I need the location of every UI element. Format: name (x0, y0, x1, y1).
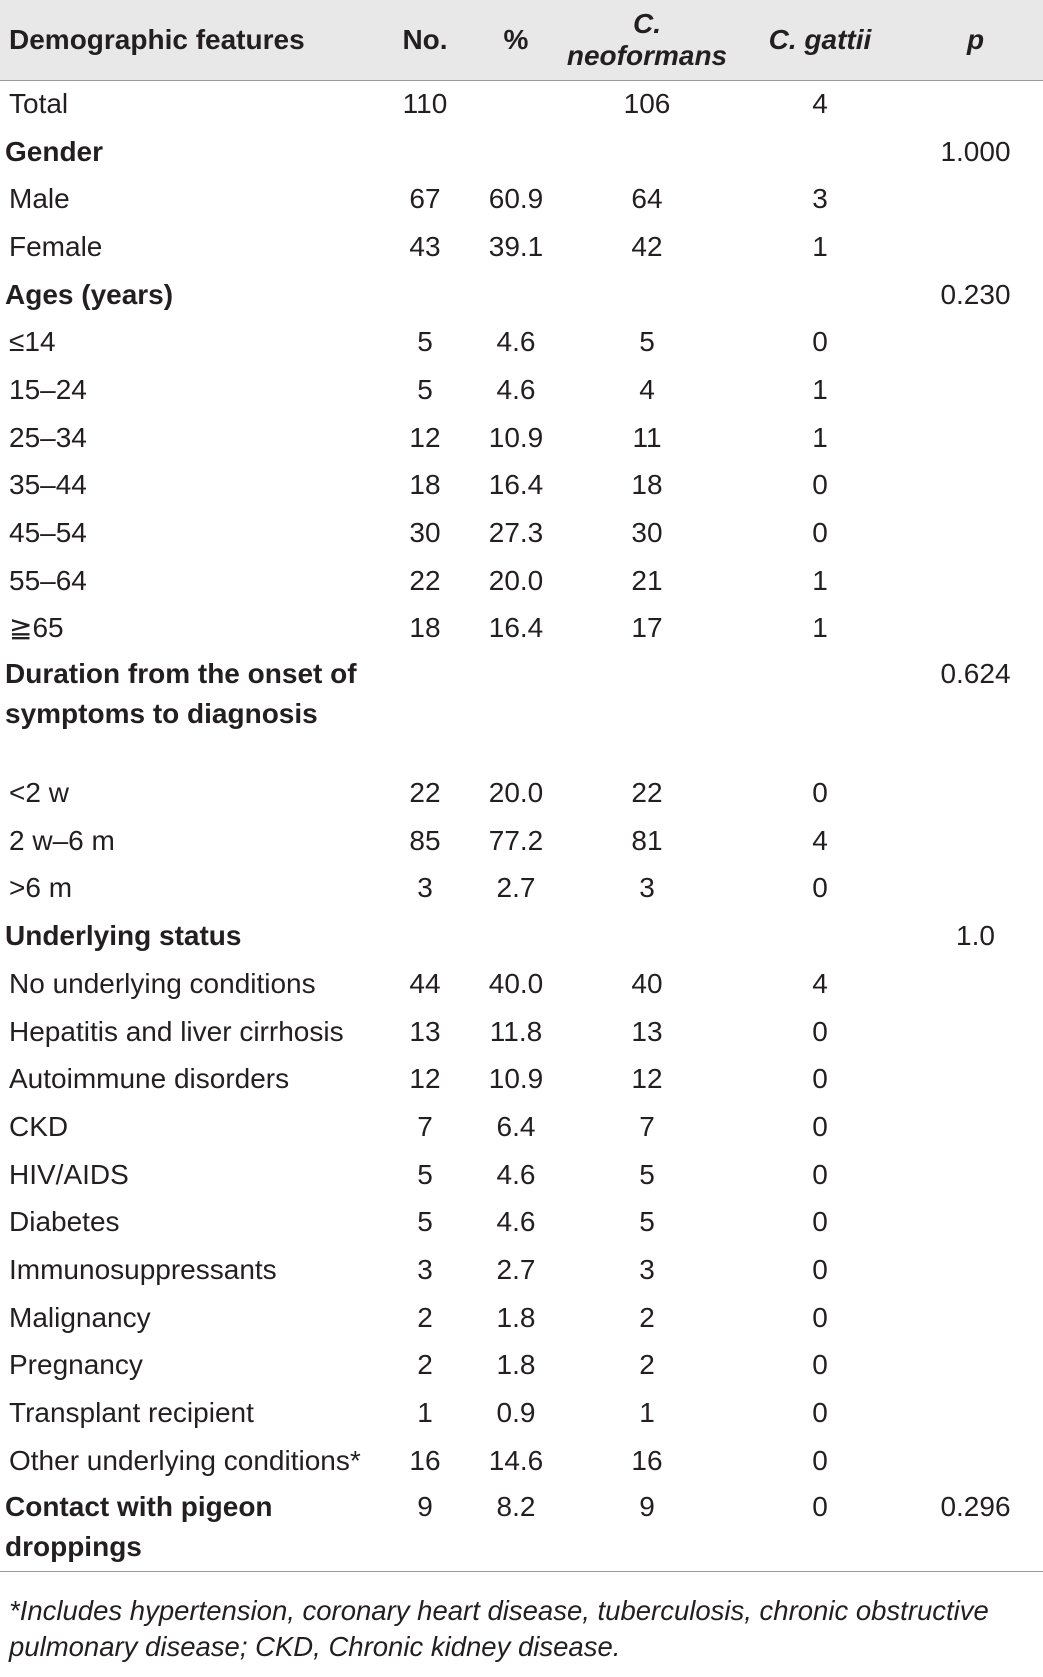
c-gattii-cell: 0 (812, 1444, 828, 1476)
label-cell: Hepatitis and liver cirrhosis (9, 1015, 344, 1047)
label-cell: CKD (9, 1110, 69, 1142)
p-value-cell: 0.624 (940, 658, 1011, 690)
percent-cell: 16.4 (488, 612, 544, 644)
number-cell: 3 (417, 1253, 433, 1285)
p-value-cell (908, 223, 1043, 271)
percent-cell: 20.0 (488, 777, 544, 809)
label-cell: Other underlying conditions* (9, 1444, 361, 1476)
c-gattii-cell: 0 (812, 1253, 828, 1285)
c-neoformans-cell: 22 (631, 777, 663, 809)
c-gattii-cell: 0 (812, 872, 828, 904)
c-neoformans-cell: 16 (631, 1444, 663, 1476)
c-neoformans-cell: 21 (631, 564, 663, 596)
percent-cell: 14.6 (488, 1444, 544, 1476)
number-cell: 110 (402, 88, 448, 120)
number-cell: 30 (409, 517, 441, 549)
label-cell: Immunosuppressants (9, 1253, 277, 1285)
p-value-cell (908, 1389, 1043, 1437)
table-row (0, 769, 1043, 817)
number-cell: 3 (417, 872, 433, 904)
label-cell: HIV/AIDS (9, 1158, 129, 1190)
percent-cell: 0.9 (496, 1397, 536, 1429)
c-neoformans-cell: 13 (631, 1015, 663, 1047)
number-cell: 12 (409, 421, 441, 453)
c-neoformans-cell: 81 (631, 824, 663, 856)
p-value-cell (908, 1246, 1043, 1294)
c-neoformans-cell: 5 (639, 326, 655, 358)
percent-cell (470, 912, 562, 960)
number-cell: 67 (409, 183, 441, 215)
c-gattii-cell: 1 (812, 373, 828, 405)
number-cell: 2 (417, 1301, 433, 1333)
table-row (0, 318, 1043, 366)
c-gattii-cell: 0 (732, 1485, 908, 1572)
c-gattii-cell: 0 (812, 1301, 828, 1333)
label-cell: Gender (5, 135, 104, 167)
number-cell: 43 (409, 230, 441, 262)
table-row (0, 1294, 1043, 1342)
number-cell (380, 271, 470, 319)
number-cell: 12 (409, 1063, 441, 1095)
p-value-cell (908, 1055, 1043, 1103)
percent-cell: 2.7 (496, 872, 536, 904)
number-cell: 18 (409, 469, 441, 501)
percent-cell: 16.4 (488, 469, 544, 501)
table-row (0, 605, 1043, 653)
label-cell: 45–54 (9, 517, 87, 549)
table-body (0, 80, 1043, 1571)
c-gattii-cell: 0 (812, 517, 828, 549)
percent-cell (470, 271, 562, 319)
c-neoformans-cell (562, 652, 732, 769)
p-value-cell (908, 80, 1043, 128)
number-cell: 1 (417, 1397, 433, 1429)
c-neoformans-cell: 3 (639, 1253, 655, 1285)
c-gattii-cell: 0 (812, 777, 828, 809)
label-cell: Pregnancy (9, 1349, 143, 1381)
c-gattii-cell: 3 (812, 183, 828, 215)
table-footnote: *Includes hypertension, coronary heart disease, tuberculosis, chronic obstructive pulmonary disease; CKD, Chronic kidney disease. (9, 1595, 989, 1662)
number-cell: 85 (409, 824, 441, 856)
label-cell: Autoimmune disorders (9, 1063, 290, 1095)
p-value-cell (908, 865, 1043, 913)
percent-cell (470, 652, 562, 769)
percent-cell (470, 128, 562, 176)
number-cell: 5 (417, 1158, 433, 1190)
c-gattii-cell: 0 (812, 1349, 828, 1381)
percent-cell: 11.8 (489, 1015, 543, 1047)
number-cell: 5 (417, 326, 433, 358)
p-value-cell: 1.0 (956, 920, 995, 952)
c-neoformans-cell: 2 (639, 1349, 655, 1381)
label-cell: >6 m (9, 872, 73, 904)
c-neoformans-cell (562, 128, 732, 176)
label-cell: 2 w–6 m (9, 824, 115, 856)
c-gattii-cell: 1 (812, 230, 828, 262)
label-cell: Duration from the onset of symptoms to diagnosis (5, 658, 357, 730)
p-value-cell: 1.000 (940, 135, 1011, 167)
number-cell: 5 (417, 1206, 433, 1238)
c-neoformans-cell: 1 (639, 1397, 655, 1429)
c-gattii-cell (732, 128, 908, 176)
c-gattii-cell: 4 (812, 88, 828, 120)
p-value-cell (908, 817, 1043, 865)
label-cell: Female (9, 230, 103, 262)
section-row (0, 271, 1043, 319)
number-cell: 13 (409, 1015, 441, 1047)
p-value-cell (908, 1294, 1043, 1342)
table-row (0, 1342, 1043, 1390)
label-cell: <2 w (9, 777, 69, 809)
percent-cell: 39.1 (488, 230, 544, 262)
table-row (0, 1246, 1043, 1294)
p-value-cell (908, 462, 1043, 510)
c-neoformans-cell: 5 (639, 1206, 655, 1238)
header-number: No. (380, 0, 470, 80)
c-neoformans-cell: 106 (623, 88, 671, 120)
c-gattii-cell (732, 912, 908, 960)
c-gattii-cell: 1 (812, 564, 828, 596)
table-row (0, 865, 1043, 913)
header-row (0, 0, 1043, 80)
c-neoformans-cell: 7 (639, 1110, 655, 1142)
percent-cell: 77.2 (488, 824, 544, 856)
number-cell: 16 (409, 1444, 441, 1476)
percent-cell: 4.6 (496, 373, 536, 405)
percent-cell: 27.3 (488, 517, 544, 549)
header-demographic-features: Demographic features (0, 0, 380, 80)
c-neoformans-cell: 2 (639, 1301, 655, 1333)
number-cell: 9 (380, 1485, 470, 1572)
c-gattii-cell: 0 (812, 469, 828, 501)
p-value-cell: 0.230 (940, 278, 1011, 310)
table-row (0, 414, 1043, 462)
table-header (0, 0, 1043, 80)
table-row (0, 175, 1043, 223)
c-gattii-cell: 0 (812, 1063, 828, 1095)
c-gattii-cell: 4 (812, 967, 828, 999)
percent-cell: 4.6 (496, 1158, 536, 1190)
percent-cell: 4.6 (496, 1206, 536, 1238)
percent-cell: 40.0 (488, 967, 544, 999)
table-row (0, 1389, 1043, 1437)
number-cell: 18 (409, 612, 441, 644)
table-row (0, 1103, 1043, 1151)
p-value-cell (908, 1437, 1043, 1485)
percent-cell: 10.9 (488, 1063, 544, 1095)
number-cell (380, 912, 470, 960)
c-gattii-cell: 0 (812, 1397, 828, 1429)
percent-cell: 6.4 (496, 1110, 536, 1142)
label-cell: 35–44 (9, 469, 87, 501)
c-gattii-cell: 0 (812, 1110, 828, 1142)
section-row (0, 128, 1043, 176)
c-neoformans-cell: 5 (639, 1158, 655, 1190)
p-value-cell: 0.296 (908, 1485, 1043, 1572)
label-cell: Total (9, 88, 69, 120)
label-cell: Ages (years) (5, 278, 174, 310)
p-value-cell (908, 318, 1043, 366)
p-value-cell (908, 1103, 1043, 1151)
percent-cell: 20.0 (488, 564, 544, 596)
label-cell: Malignancy (9, 1301, 151, 1333)
p-value-cell (908, 557, 1043, 605)
c-neoformans-cell: 40 (631, 967, 663, 999)
c-neoformans-cell: 42 (631, 230, 663, 262)
c-neoformans-cell: 64 (631, 183, 663, 215)
c-gattii-cell: 1 (812, 421, 828, 453)
p-value-cell (908, 1198, 1043, 1246)
section-row (0, 912, 1043, 960)
label-cell: No underlying conditions (9, 967, 316, 999)
c-neoformans-cell: 18 (631, 469, 663, 501)
c-neoformans-cell (562, 912, 732, 960)
label-cell: ≧65 (9, 612, 64, 644)
header-percent: % (470, 0, 562, 80)
label-cell: Transplant recipient (9, 1397, 254, 1429)
table-row (0, 462, 1043, 510)
percent-cell: 4.6 (496, 326, 536, 358)
percent-cell: 10.9 (488, 421, 544, 453)
label-cell: Male (9, 183, 70, 215)
label-cell: 15–24 (9, 373, 87, 405)
percent-cell: 8.2 (470, 1485, 562, 1572)
table-row (0, 557, 1043, 605)
c-neoformans-cell: 12 (631, 1063, 663, 1095)
table-row (0, 80, 1043, 128)
p-value-cell (908, 1342, 1043, 1390)
c-neoformans-cell: 4 (639, 373, 655, 405)
c-neoformans-cell: 30 (631, 517, 663, 549)
table-row (0, 509, 1043, 557)
table-row (0, 1008, 1043, 1056)
c-gattii-cell (732, 652, 908, 769)
number-cell: 44 (409, 967, 441, 999)
table-row (0, 960, 1043, 1008)
section-row (0, 1485, 1043, 1572)
p-value-cell (908, 509, 1043, 557)
p-value-cell (908, 1151, 1043, 1199)
table-row (0, 366, 1043, 414)
table-row (0, 1151, 1043, 1199)
header-c-neoformans: C. neoformans (562, 0, 732, 80)
p-value-cell (908, 366, 1043, 414)
percent-cell: 1.8 (496, 1349, 536, 1381)
label-cell: Underlying status (5, 920, 242, 952)
number-cell (380, 128, 470, 176)
table-row (0, 1198, 1043, 1246)
label-cell: Diabetes (9, 1206, 120, 1238)
c-gattii-cell: 0 (812, 1015, 828, 1047)
percent-cell: 1.8 (496, 1301, 536, 1333)
table-row (0, 1437, 1043, 1485)
c-neoformans-cell: 17 (631, 612, 663, 644)
percent-cell (470, 80, 562, 128)
number-cell: 7 (417, 1110, 433, 1142)
label-cell: Contact with pigeon droppings (0, 1485, 380, 1572)
percent-cell: 60.9 (488, 183, 544, 215)
p-value-cell (908, 175, 1043, 223)
header-p-value: p (908, 0, 1043, 80)
p-value-cell (908, 769, 1043, 817)
c-gattii-cell: 0 (812, 1206, 828, 1238)
number-cell: 2 (417, 1349, 433, 1381)
table-row (0, 817, 1043, 865)
p-value-cell (908, 960, 1043, 1008)
c-gattii-cell: 1 (812, 612, 828, 644)
c-gattii-cell (732, 271, 908, 319)
section-row (0, 652, 1043, 769)
c-neoformans-cell: 11 (632, 421, 662, 453)
c-neoformans-cell: 9 (562, 1485, 732, 1572)
c-gattii-cell: 0 (812, 1158, 828, 1190)
percent-cell: 2.7 (496, 1253, 536, 1285)
table-row (0, 1055, 1043, 1103)
label-cell: ≤14 (9, 326, 56, 358)
c-neoformans-cell (562, 271, 732, 319)
number-cell: 22 (409, 564, 441, 596)
p-value-cell (908, 414, 1043, 462)
p-value-cell (908, 605, 1043, 653)
number-cell: 5 (417, 373, 433, 405)
number-cell: 22 (409, 777, 441, 809)
table-row (0, 223, 1043, 271)
label-cell: 25–34 (9, 421, 87, 453)
c-neoformans-cell: 3 (639, 872, 655, 904)
c-gattii-cell: 4 (812, 824, 828, 856)
number-cell (380, 652, 470, 769)
label-cell: 55–64 (9, 564, 87, 596)
c-gattii-cell: 0 (812, 326, 828, 358)
p-value-cell (908, 1008, 1043, 1056)
header-c-gattii: C. gattii (732, 0, 908, 80)
